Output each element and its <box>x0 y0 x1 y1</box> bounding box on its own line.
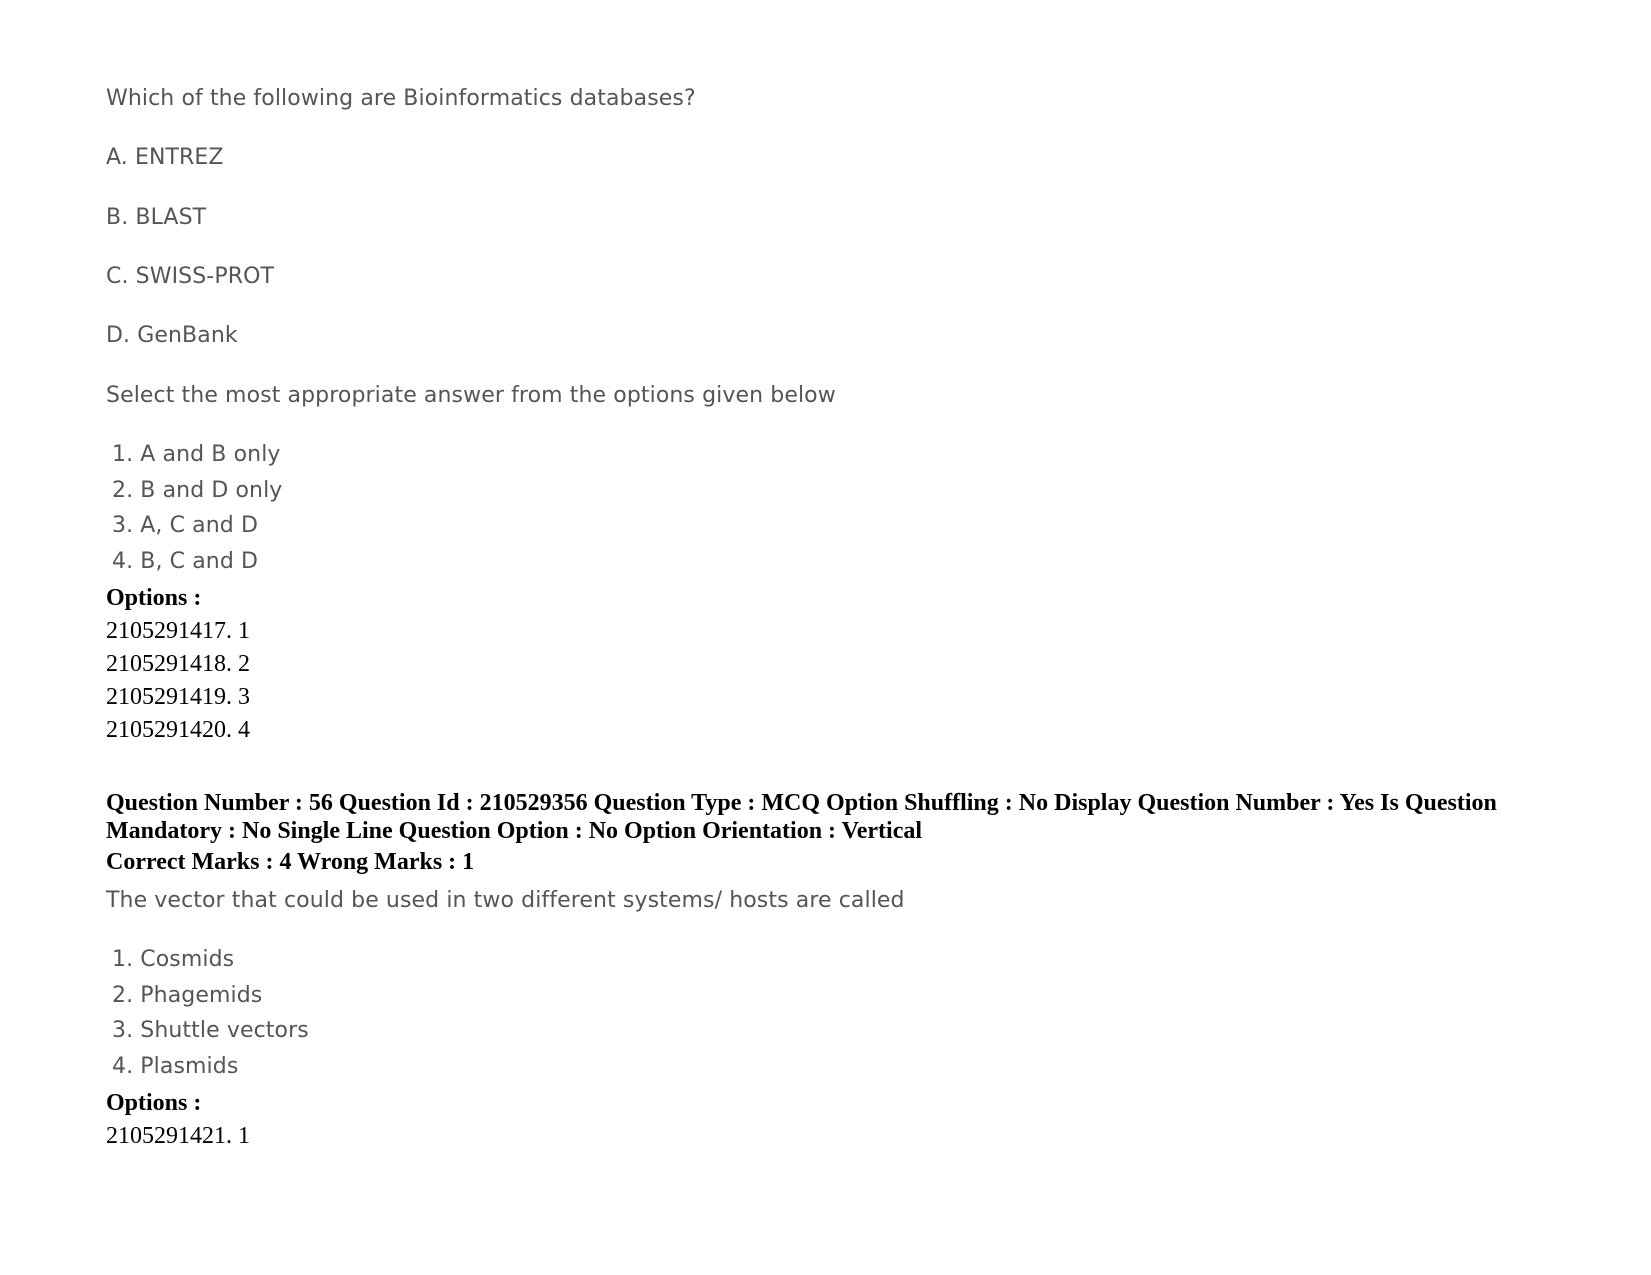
options-label: Options : <box>106 585 202 611</box>
options-label-56: Options : <box>106 1090 202 1116</box>
statement-b: B. BLAST <box>106 205 207 230</box>
option-id-3: 2105291419. 3 <box>106 684 250 710</box>
statement-d: D. GenBank <box>106 323 238 348</box>
statement-c: C. SWISS-PROT <box>106 264 275 289</box>
answer-choice-3: 3. A, C and D <box>112 513 258 538</box>
question-stem-56: The vector that could be used in two different systems/ hosts are called <box>106 888 905 913</box>
answer-choice-2: 2. B and D only <box>112 478 283 503</box>
question-marks: Correct Marks : 4 Wrong Marks : 1 <box>106 849 475 875</box>
option-id-4: 2105291420. 4 <box>106 717 250 743</box>
answer-choice-56-2: 2. Phagemids <box>112 983 263 1008</box>
option-id-1: 2105291417. 1 <box>106 618 250 644</box>
question-instruction: Select the most appropriate answer from the options given below <box>106 383 836 408</box>
answer-choice-56-1: 1. Cosmids <box>112 947 235 972</box>
answer-choice-4: 4. B, C and D <box>112 549 259 574</box>
answer-choice-56-4: 4. Plasmids <box>112 1054 239 1079</box>
question-metadata: Question Number : 56 Question Id : 210529356 Question Type : MCQ Option Shuffling : No Display Question Number : Yes Is Question Mandatory : No Single Line Question Option : No Option Orientation : Vertical <box>106 790 1497 844</box>
option-id-2: 2105291418. 2 <box>106 651 250 677</box>
answer-choice-56-3: 3. Shuttle vectors <box>112 1018 309 1043</box>
answer-choice-1: 1. A and B only <box>112 442 281 467</box>
option-id-56-1: 2105291421. 1 <box>106 1123 250 1149</box>
question-stem: Which of the following are Bioinformatics databases? <box>106 86 696 111</box>
statement-a: A. ENTREZ <box>106 145 224 170</box>
